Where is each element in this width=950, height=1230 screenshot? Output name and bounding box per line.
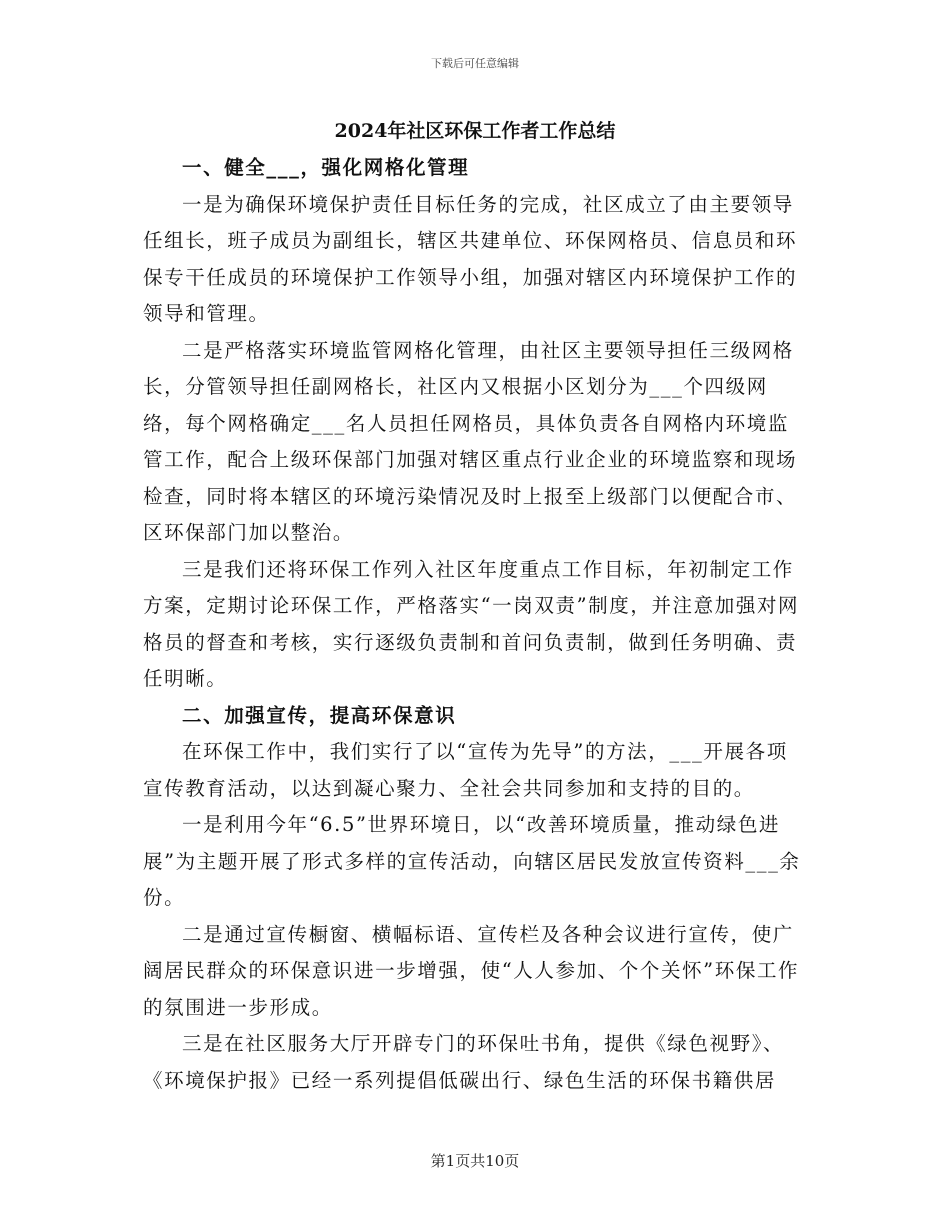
document-title: 2024年社区环保工作者工作总结 [334, 120, 616, 142]
section-1 [143, 150, 808, 698]
document-body [143, 150, 808, 1099]
page-number-footer: 第1页共10页 [430, 1152, 520, 1170]
section-heading: 二、加强宣传，提高环保意识 [182, 703, 457, 727]
section-2 [143, 698, 808, 1100]
paragraph: 三是我们还将环保工作列入社区年度重点工作目标，年初制定工作方案，定期讨论环保工作，严格落实“一岗双责”制度，并注意加强对网格员的督查和考核，实行逐级负责制和首问负责制，做到任务明确、责任明晰。 [143, 557, 800, 690]
paragraph: 在环保工作中，我们实行了以“宣传为先导”的方法，___开展各项宣传教育活动，以达到凝心聚力、全社会共同参加和支持的目的。 [143, 740, 788, 800]
paragraph: 二是通过宣传橱窗、横幅标语、宣传栏及各种会议进行宣传，使广阔居民群众的环保意识进一步增强，使“人人参加、个个关怀”环保工作的氛围进一步形成。 [143, 922, 800, 1019]
section-heading: 一、健全___，强化网格化管理 [182, 156, 470, 179]
header-note: 下载后可任意编辑 [431, 57, 519, 70]
paragraph: 一是利用今年“6.5”世界环境日，以“改善环境质量，推动绿色进展”为主题开展了形式多样的宣传活动，向辖区居民发放宣传资料___余份。 [143, 813, 801, 909]
paragraph: 二是严格落实环境监管网格化管理，由社区主要领导担任三级网格长，分管领导担任副网格长，社区内又根据小区划分为___个四级网络，每个网格确定___名人员担任网格员，具体负责各自网格内环境监管工作，配合上级环保部门加强对辖区重点行业企业的环境监察和现场检查，同时将本辖区的环境污染情况及时上报至上级部门以便配合市、区环保部门加以整治。 [143, 338, 798, 544]
paragraph: 三是在社区服务大厅开辟专门的环保吐书角，提供《绿色视野》、《环境保护报》已经一系列提倡低碳出行、绿色生活的环保书籍供居 [143, 1032, 785, 1092]
paragraph: 一是为确保环境保护责任目标任务的完成，社区成立了由主要领导任组长，班子成员为副组长，辖区共建单位、环保网格员、信息员和环保专干任成员的环境保护工作领导小组，加强对辖区内环境保护工作的领导和管理。 [143, 192, 798, 325]
